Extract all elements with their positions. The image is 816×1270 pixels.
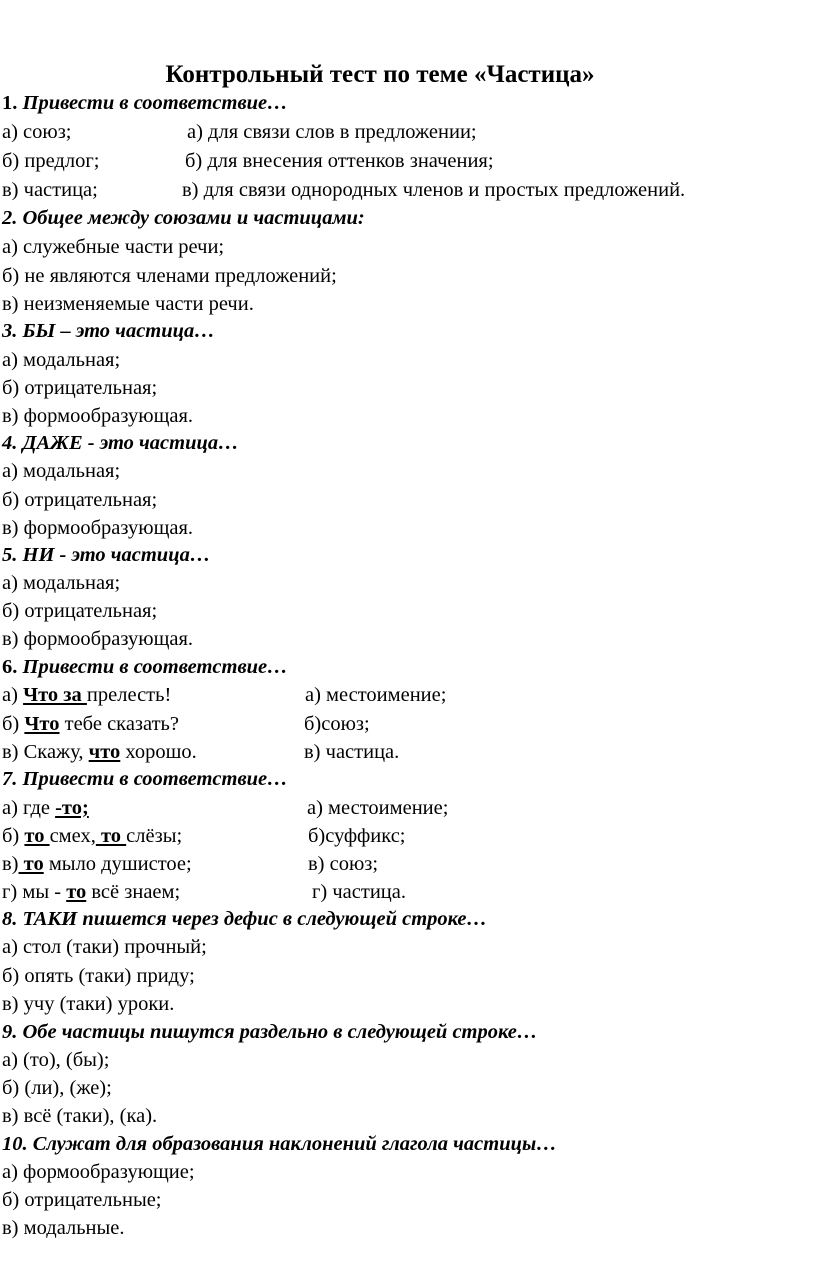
question-text: Привести в соответствие… xyxy=(22,92,288,114)
option-text: тебе сказать? xyxy=(59,713,179,735)
option-text: г) мы - xyxy=(2,881,67,903)
question-1 xyxy=(2,89,288,117)
option-right: в) для связи однородных членов и простых предложений. xyxy=(182,179,686,201)
q2-option-c: в) неизменяемые части речи. xyxy=(2,293,254,315)
option-text: слёзы; xyxy=(126,825,183,847)
option-right: а) местоимение; xyxy=(307,797,449,819)
q5-option-c: в) формообразующая. xyxy=(2,628,194,650)
q4-option-c: в) формообразующая. xyxy=(2,517,194,539)
q2-option-b: б) не являются членами предложений; xyxy=(2,265,337,287)
q10-option-b: б) отрицательные; xyxy=(2,1189,162,1211)
question-4: 4. ДАЖЕ - это частица… xyxy=(2,432,239,454)
q4-option-a: а) модальная; xyxy=(2,460,121,482)
option-text: всё знаем; xyxy=(86,881,181,903)
q9-option-c: в) всё (таки), (ка). xyxy=(2,1105,158,1127)
question-3: 3. БЫ – это частица… xyxy=(2,320,215,342)
q3-option-b: б) отрицательная; xyxy=(2,377,158,399)
option-text: хорошо. xyxy=(120,741,197,763)
option-right: а) для связи слов в предложении; xyxy=(187,121,477,143)
q1-row-b xyxy=(2,147,494,175)
question-6 xyxy=(2,653,288,681)
underlined-word: то xyxy=(66,881,87,903)
option-right: г) частица. xyxy=(312,881,406,903)
q3-option-c: в) формообразующая. xyxy=(2,405,194,427)
q6-row-c xyxy=(2,738,400,766)
question-5: 5. НИ - это частица… xyxy=(2,544,211,566)
q8-option-b: б) опять (таки) приду; xyxy=(2,965,195,987)
underlined-word: то xyxy=(18,853,44,875)
q1-row-c xyxy=(2,176,686,204)
document-title: Контрольный тест по теме «Частица» xyxy=(165,61,595,88)
q7-row-c xyxy=(2,850,379,878)
option-text: б) xyxy=(2,825,25,847)
option-left: в) частица; xyxy=(2,179,98,201)
question-8: 8. ТАКИ пишется через дефис в следующей строке… xyxy=(2,908,488,930)
underlined-word: Что за xyxy=(23,684,87,706)
option-right: а) местоимение; xyxy=(305,684,447,706)
question-text: Привести в соответствие… xyxy=(22,656,288,678)
question-2: 2. Общее между союзами и частицами: xyxy=(2,207,365,229)
option-text: а) где xyxy=(2,797,56,819)
option-text: б) xyxy=(2,713,25,735)
underlined-word: Что xyxy=(24,713,60,735)
q5-option-a: а) модальная; xyxy=(2,572,121,594)
question-10: 10. Служат для образования наклонений глагола частицы… xyxy=(2,1133,557,1155)
q8-option-a: а) стол (таки) прочный; xyxy=(2,936,207,958)
option-text: а) xyxy=(2,684,24,706)
q9-option-a: а) (то), (бы); xyxy=(2,1049,110,1071)
option-right: б)союз; xyxy=(304,713,370,735)
question-number: 6. xyxy=(2,656,18,678)
option-text: мыло душистое; xyxy=(43,853,192,875)
q8-option-c: в) учу (таки) уроки. xyxy=(2,993,175,1015)
q7-row-a xyxy=(2,794,449,822)
option-right: б) для внесения оттенков значения; xyxy=(185,150,494,172)
q10-option-a: а) формообразующие; xyxy=(2,1161,195,1183)
q5-option-b: б) отрицательная; xyxy=(2,600,158,622)
underlined-word: то xyxy=(24,825,50,847)
q1-row-a xyxy=(2,118,477,146)
q6-row-b xyxy=(2,710,370,738)
q3-option-a: а) модальная; xyxy=(2,349,121,371)
question-7: 7. Привести в соответствие… xyxy=(2,768,288,790)
option-text: в) Скажу, xyxy=(2,741,89,763)
q7-row-d xyxy=(2,878,406,906)
q10-option-c: в) модальные. xyxy=(2,1217,125,1239)
underlined-word: -то; xyxy=(55,797,89,819)
option-left: б) предлог; xyxy=(2,150,100,172)
option-text: в) xyxy=(2,853,19,875)
q7-row-b xyxy=(2,822,406,850)
option-right: в) союз; xyxy=(308,853,379,875)
underlined-word: то xyxy=(95,825,127,847)
q4-option-b: б) отрицательная; xyxy=(2,489,158,511)
question-9: 9. Обе частицы пишутся раздельно в следующей строке… xyxy=(2,1021,538,1043)
option-text: прелесть! xyxy=(86,684,172,706)
option-text: смех, xyxy=(49,825,96,847)
q2-option-a: а) служебные части речи; xyxy=(2,236,225,258)
question-number: 1. xyxy=(2,92,18,114)
option-left: а) союз; xyxy=(2,121,72,143)
q6-row-a xyxy=(2,681,447,709)
option-right: в) частица. xyxy=(304,741,400,763)
q9-option-b: б) (ли), (же); xyxy=(2,1077,112,1099)
underlined-word: что xyxy=(88,741,121,763)
option-right: б)суффикс; xyxy=(308,825,406,847)
